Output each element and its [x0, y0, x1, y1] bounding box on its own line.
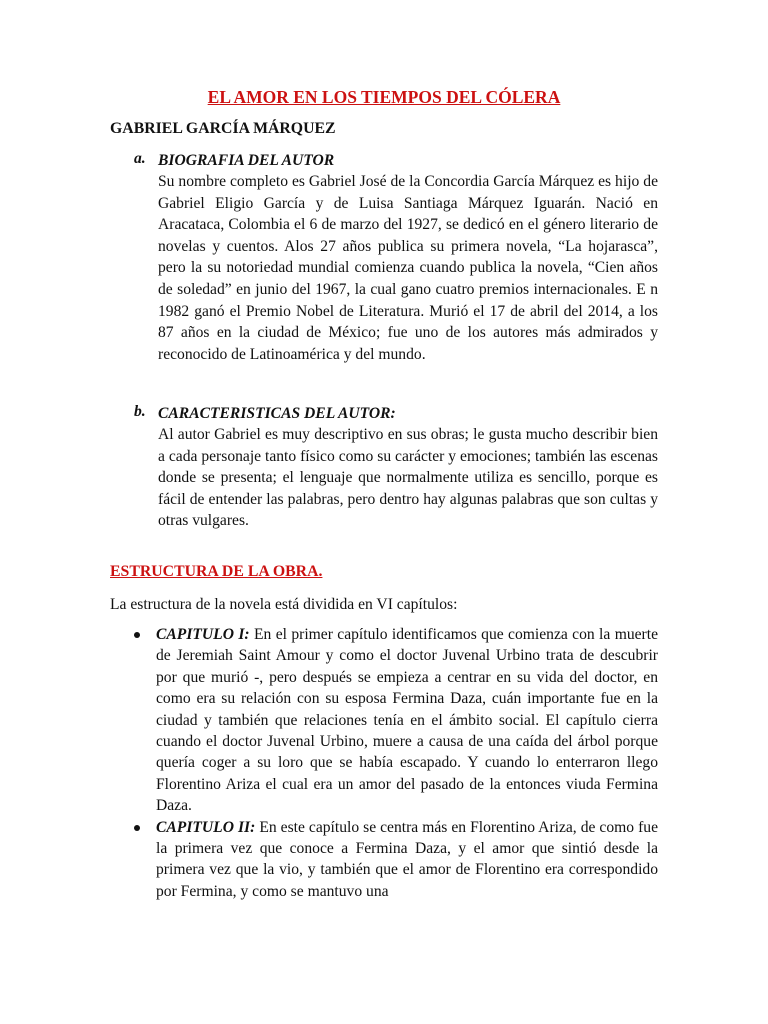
bullet-icon: [134, 632, 140, 638]
biography-heading: BIOGRAFIA DEL AUTOR: [158, 152, 335, 169]
structure-intro: La estructura de la novela está dividida en VI capítulos:: [110, 596, 458, 613]
bullet-icon: [134, 825, 140, 831]
biography-text: Su nombre completo es Gabriel José de la Concordia García Márquez es hijo de Gabriel Eligio García y de Luisa Santiaga Márquez Iguarán. Nació en Aracataca, Colombia el 6 de marzo del 1927, se dedicó en el género literario de novelas y cuentos. Alos 27 años publica su primera novela, “La hojarasca”, pero la su notoriedad mundial comienza cuando publica la novela, “Cien años de soledad” en junio del 1967, la cual gano cuatro premios internacionales. E n 1982 ganó el Premio Nobel de Literatura. Murió el 17 de abril del 2014, a los 87 años en la ciudad de México; fue uno de los autores más admirados y reconocido de Latinoamérica y del mundo.: [158, 173, 658, 363]
document-title: EL AMOR EN LOS TIEMPOS DEL CÓLERA: [207, 87, 561, 107]
section-characteristics: [110, 403, 658, 532]
chapter-list: [110, 624, 658, 902]
author-name: GABRIEL GARCÍA MÁRQUEZ: [110, 120, 336, 137]
characteristics-heading: CARACTERISTICAS DEL AUTOR:: [158, 405, 396, 422]
structure-heading: ESTRUCTURA DE LA OBRA.: [110, 563, 323, 580]
chapter-label: CAPITULO I:: [156, 626, 250, 643]
list-item: [156, 817, 658, 903]
chapter-text: En este capítulo se centra más en Florentino Ariza, de como fue la primera vez que conoce a Fermina Daza, y el amor que sintió desde la primera vez que la vio, y también que el amor de Florentino era correspondido por Fermina, y como se mantuvo una: [156, 818, 658, 900]
list-marker-b: b.: [134, 403, 146, 420]
section-biography: [110, 150, 658, 365]
list-item: [156, 624, 658, 817]
list-marker-a: a.: [134, 150, 146, 167]
chapter-text: En el primer capítulo identificamos que comienza con la muerte de Jeremiah Saint Amour y como el doctor Juvenal Urbino trata de descubrir por que murió -, pero después se empieza a centrar en su vida del doctor, en como era su relación con su esposa Fermina Daza, cuán importante fue en la ciudad y también que relaciones tenía en el ámbito social. El capítulo cierra cuando el doctor Juvenal Urbino, muere a causa de una caída del árbol porque quería coger a su loro que se había escapado. Y cuando lo enterraron llego Florentino Ariza el cual era un amor del pasado de la entonces viuda Fermina Daza.: [156, 626, 658, 815]
chapter-label: CAPITULO II:: [156, 818, 256, 836]
characteristics-text: Al autor Gabriel es muy descriptivo en sus obras; le gusta mucho describir bien a cada personaje tanto físico como su carácter y emociones; también las escenas donde se presenta; el lenguaje que normalmente utiliza es sencillo, porque es fácil de entender las palabras, pero dentro hay algunas palabras que son cultas y otras vulgares.: [158, 426, 658, 530]
